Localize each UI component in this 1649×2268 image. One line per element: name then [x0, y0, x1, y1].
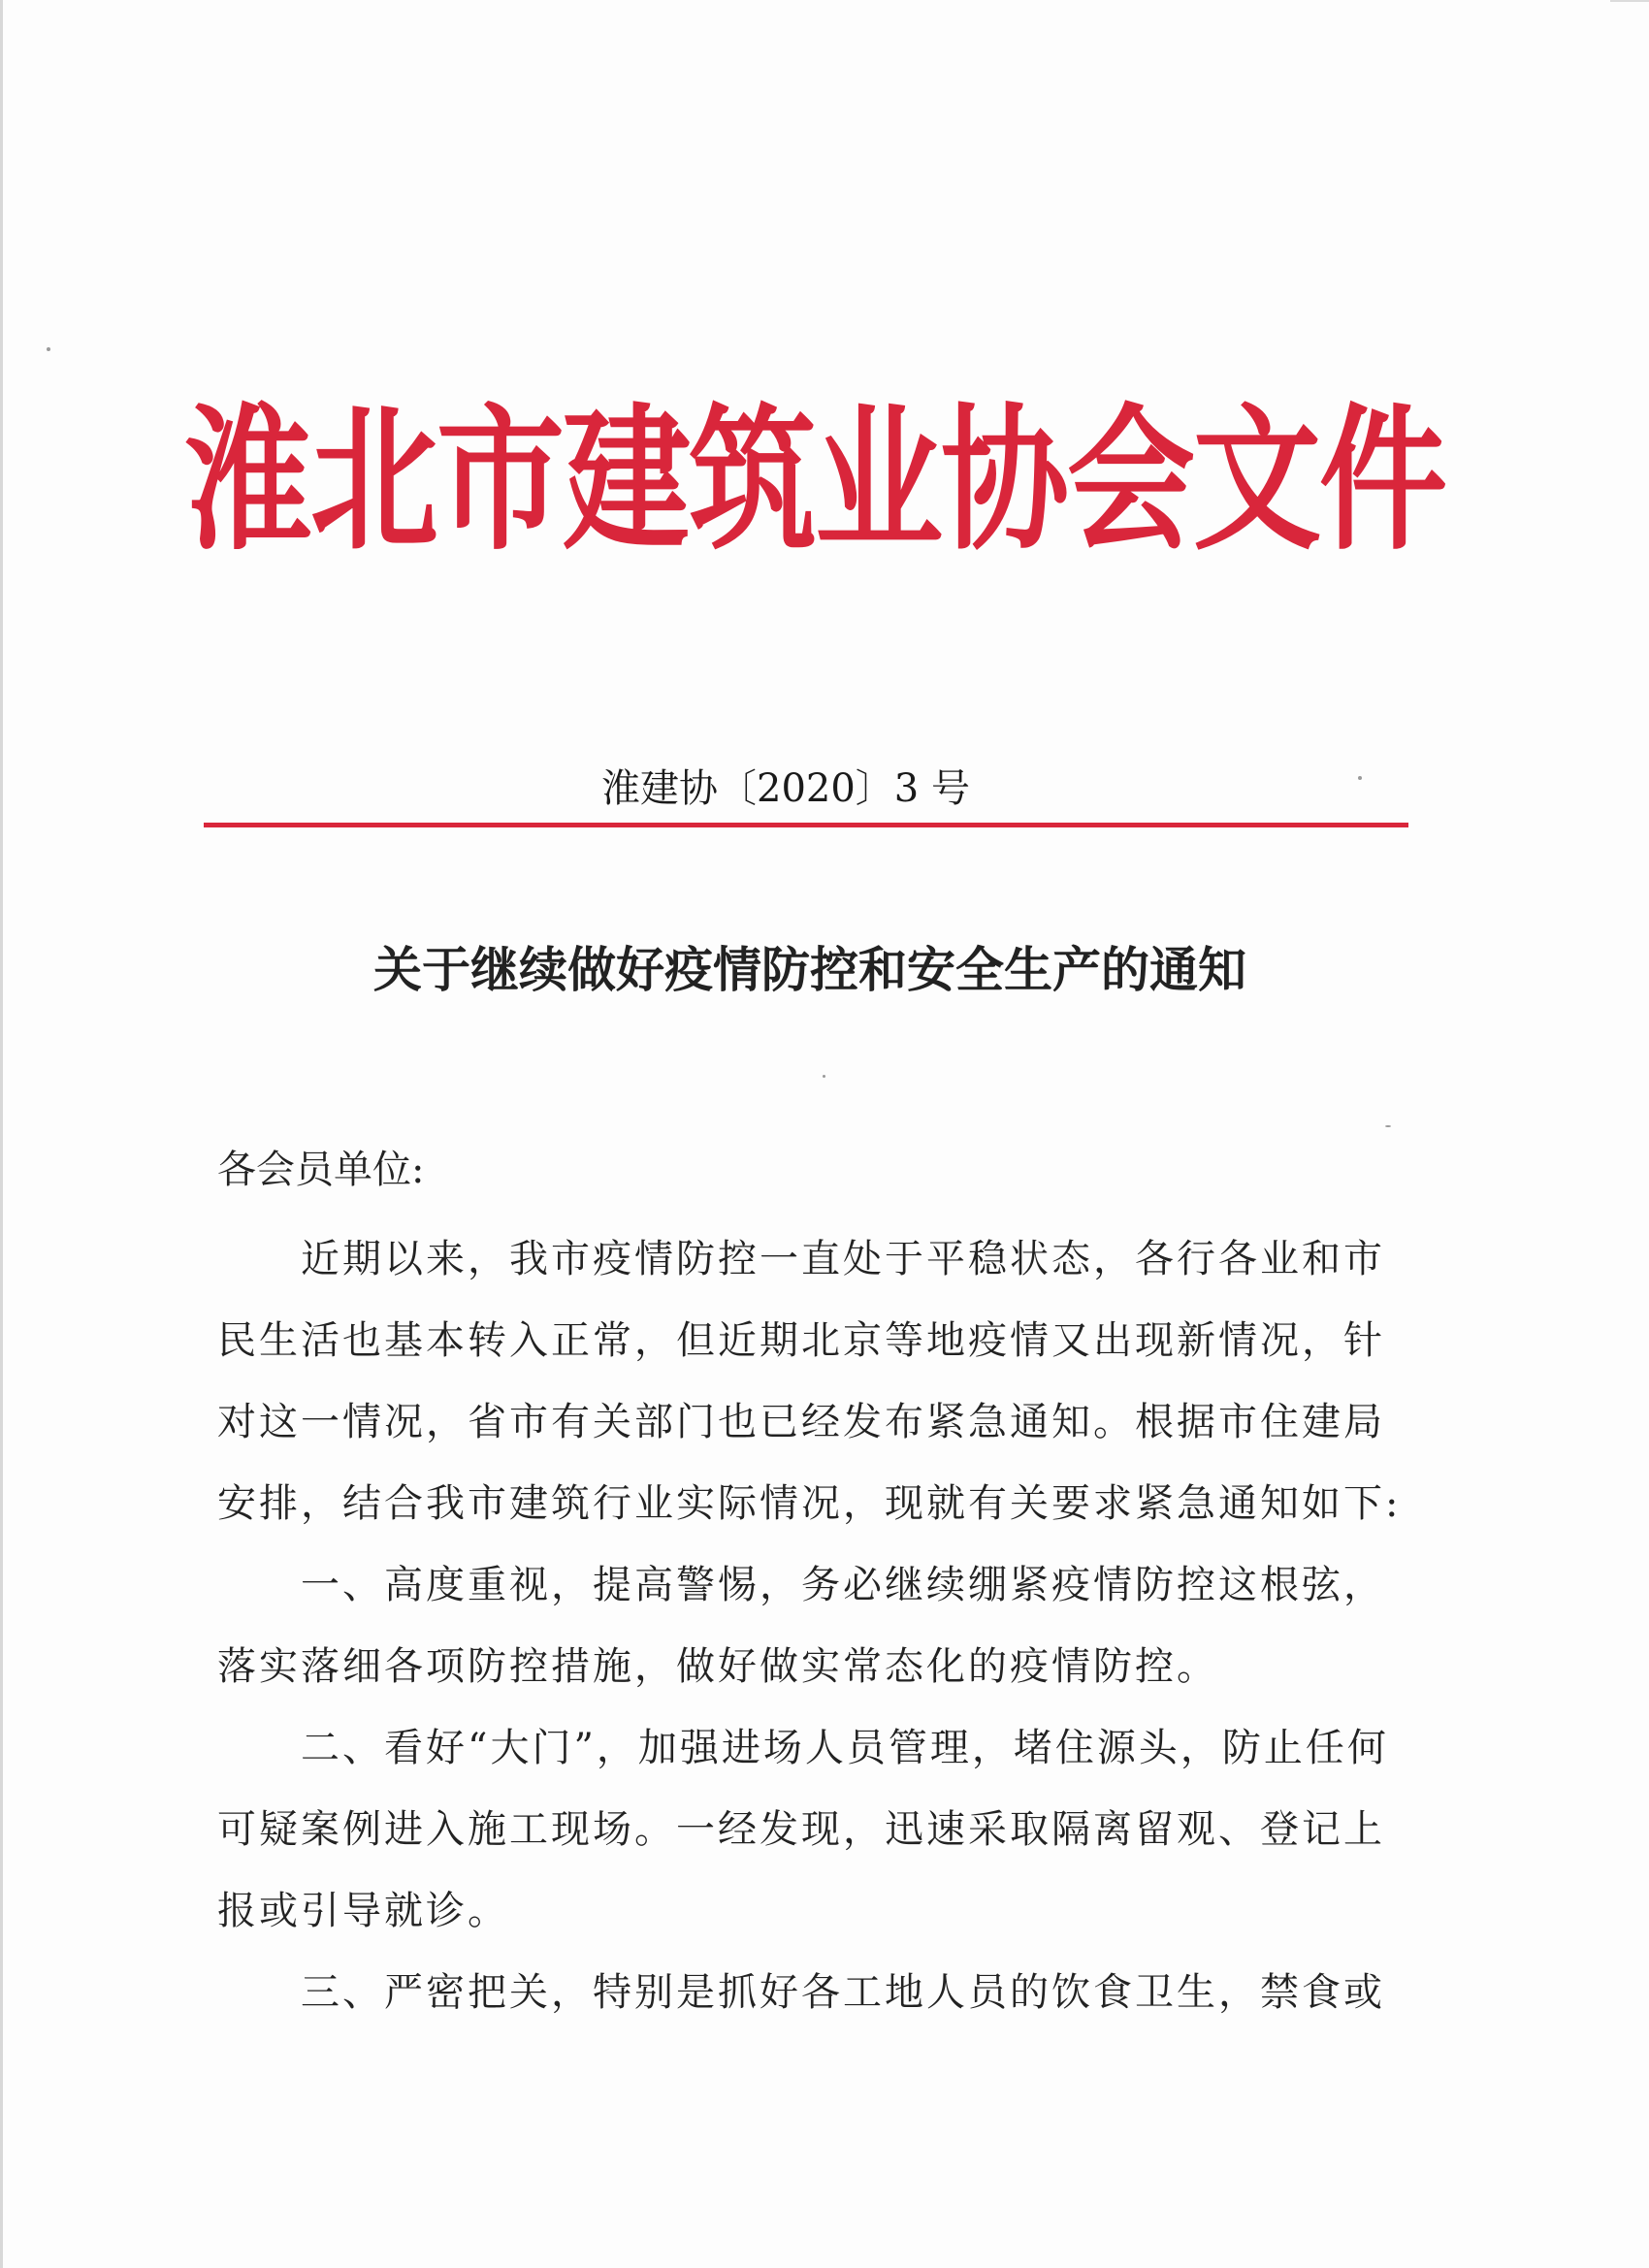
scan-edge-top: [1610, 0, 1649, 2]
masthead-title: 淮北市建筑业协会文件: [184, 389, 1445, 572]
body-text: [217, 1218, 1430, 2033]
body-line: 民生活也基本转入正常，但近期北京等地疫情又出现新情况，针: [217, 1318, 1385, 1363]
body-line: 落实落细各项防控措施，做好做实常态化的疫情防控。: [217, 1644, 1218, 1689]
body-line: 近期以来，我市疫情防控一直处于平稳状态，各行各业和市: [301, 1237, 1385, 1281]
scan-edge-left: [0, 0, 3, 2268]
scan-speck: [1358, 776, 1362, 780]
body-line: 一、高度重视，提高警惕，务必继续绷紧疫情防控这根弦，: [301, 1563, 1385, 1607]
scan-speck: [47, 347, 50, 351]
body-line: 可疑案例进入施工现场。一经发现，迅速采取隔离留观、登记上: [217, 1807, 1385, 1852]
body-line: 对这一情况，省市有关部门也已经发布紧急通知。根据市住建局: [217, 1400, 1385, 1444]
red-divider-line: [204, 823, 1408, 827]
scan-speck: [823, 1075, 825, 1078]
body-line: 安排，结合我市建筑行业实际情况，现就有关要求紧急通知如下:: [217, 1481, 1402, 1526]
body-line: 二、看好“大门”，加强进场人员管理，堵住源头，防止任何: [301, 1726, 1389, 1770]
notice-title: 关于继续做好疫情防控和安全生产的通知: [373, 942, 1246, 998]
document-number: 淮建协〔2020〕3 号: [601, 766, 970, 811]
salutation: 各会员单位:: [217, 1148, 425, 1192]
body-line: 报或引导就诊。: [217, 1889, 509, 1933]
body-line: 三、严密把关，特别是抓好各工地人员的饮食卫生，禁食或: [301, 1970, 1385, 2015]
scan-speck: [1385, 1125, 1391, 1127]
